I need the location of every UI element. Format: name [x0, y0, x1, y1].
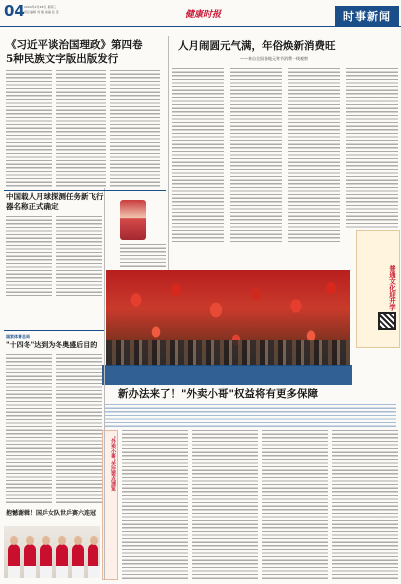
masthead-date: 2024年2月28日 星期三: [24, 5, 57, 9]
qr-code-icon: [378, 312, 396, 330]
article-body-main-bottom-col1: [122, 430, 188, 580]
portrait-photo: [120, 200, 146, 240]
article-body-top-left-col2: [56, 70, 106, 188]
masthead-meta: [24, 5, 59, 15]
headline-main-bottom[interactable]: 新办法来了！"外卖小哥"权益将有更多保障: [118, 388, 318, 400]
page-number: 04: [4, 2, 25, 20]
article-body-main-bottom-col4: [332, 430, 398, 580]
kicker-bottom-left: 国家体育总局: [6, 334, 30, 339]
promo-banner: [102, 365, 352, 385]
article-body-mid-left-col2: [56, 216, 102, 296]
section-tab: 时事新闻: [335, 6, 399, 26]
headline-bottom-left[interactable]: "十四冬"达到为冬奥盛后目的: [6, 340, 98, 349]
section-divider: [4, 190, 166, 191]
article-body-center: [120, 244, 166, 268]
headline-mid-left[interactable]: 中国载人月球探测任务新飞行器名称正式确定: [6, 192, 104, 211]
article-body-top-left-col1: [6, 70, 52, 188]
headline-bottom-left-2[interactable]: 抱憾谢辑！国乒女队世乒赛六连冠: [6, 510, 97, 517]
article-body-top-right-col4: [346, 68, 398, 228]
article-body-top-left-col3: [110, 70, 160, 188]
article-body-top-right-col1: [172, 68, 224, 244]
headline-top-right[interactable]: 人月闹圆元气满，年俗焕新消费旺: [178, 40, 336, 52]
article-body-bottom-left-col2: [56, 354, 102, 504]
headline-top-left[interactable]: 《习近平谈治国理政》第四卷 5种民族文字版出版发行: [6, 39, 143, 65]
side-panel-title: 普通文化迎开学: [388, 265, 396, 311]
article-body-main-bottom-col2: [192, 430, 258, 580]
lanterns-photo: [106, 270, 350, 366]
article-body-mid-left-col1: [6, 216, 52, 296]
column-divider: [104, 188, 105, 580]
article-body-top-right-col3: [288, 68, 340, 244]
article-body-top-right-col2: [230, 68, 282, 244]
article-body-bottom-left-col1: [6, 354, 52, 504]
paper-logo: 健康时报: [185, 10, 222, 20]
masthead-editors: 责任编辑 刘 瑞 美编 张 莹: [24, 10, 59, 14]
section-divider: [4, 330, 104, 331]
column-divider: [168, 36, 169, 270]
team-photo: [4, 526, 100, 578]
vertical-box-title: "外卖小哥"关注要点速览: [110, 436, 116, 492]
subhead-top-right: ——来自全国各地元宵节消费一线观察: [240, 56, 308, 61]
article-lead-main-bottom: [104, 404, 396, 428]
article-body-main-bottom-col3: [262, 430, 328, 580]
